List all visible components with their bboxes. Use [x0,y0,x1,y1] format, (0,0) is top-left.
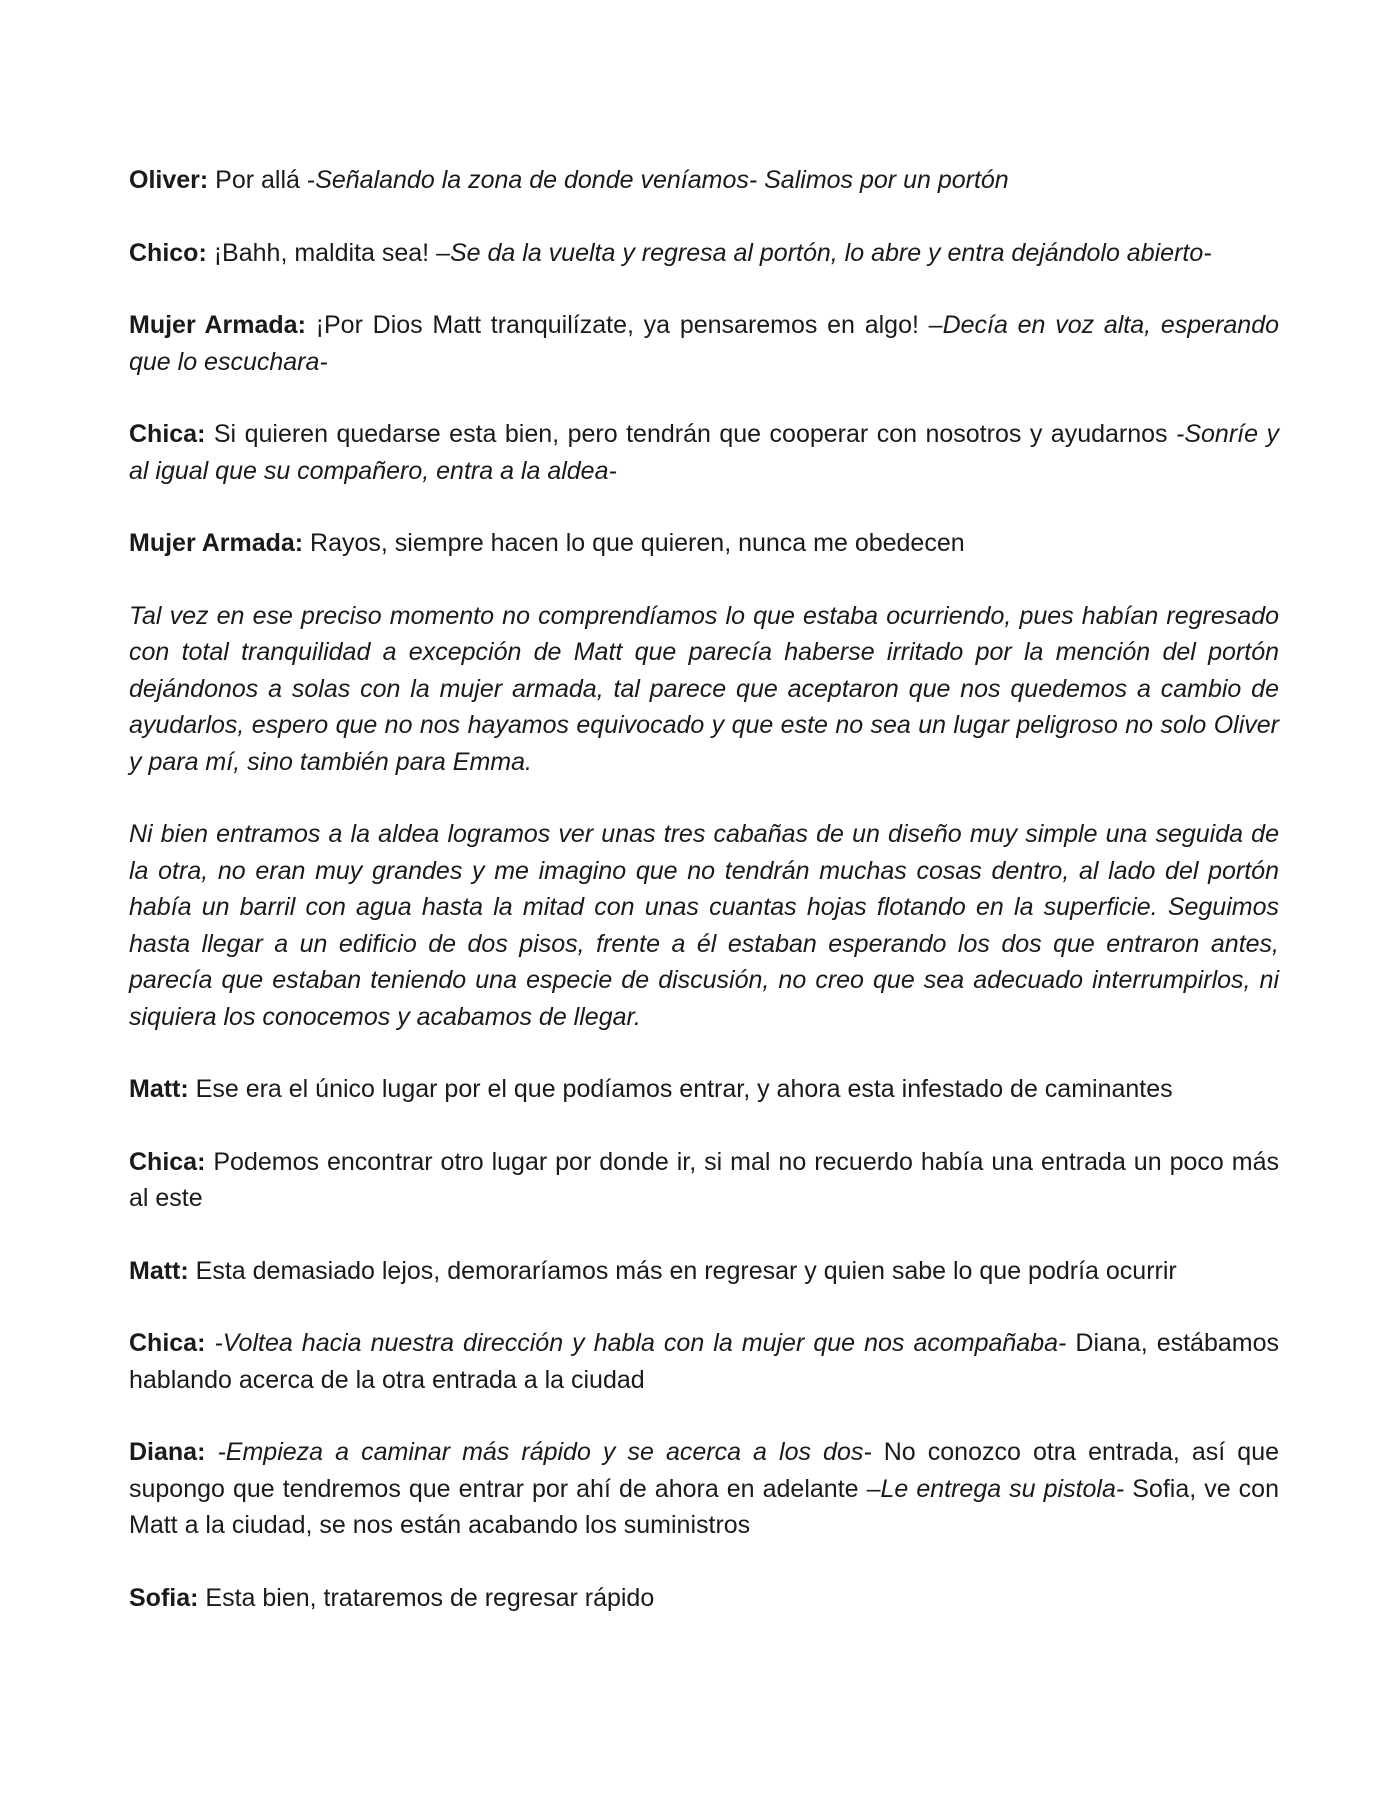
dialogue-paragraph [129,1144,1279,1217]
stage-direction: Señalando la zona de donde veníamos- Salimos por un portón [315,166,1009,194]
dialogue-text: ¡Por Dios Matt tranquilízate, ya pensaremos en algo! [305,311,929,339]
speaker-name: Chica: [129,420,206,448]
speaker-name: Mujer Armada: [129,529,304,557]
dialogue-paragraph [129,235,1279,272]
stage-direction: -Empieza a caminar más rápido y se acerca a los dos- [217,1438,872,1466]
speaker-name: Mujer Armada: [129,311,306,339]
stage-direction: -Sonríe y al igual que su compañero, entra a la aldea- [129,420,1279,485]
dialogue-text: ¡Bahh, maldita sea! [206,238,437,267]
speaker-name: Diana: [129,1438,206,1466]
stage-direction: -Voltea hacia nuestra dirección y habla con la mujer que nos acompañaba- [214,1329,1067,1357]
narration-paragraph [129,816,1279,1035]
speaker-name: Matt: [129,1075,189,1103]
stage-direction: –Le entrega su pistola- [866,1474,1125,1503]
dialogue-text: Podemos encontrar otro lugar por donde ir, si mal no recuerdo había una entrada un poco más al este [129,1147,1279,1212]
speaker-name: Chica: [129,1329,206,1357]
dialogue-paragraph [129,162,1279,199]
speaker-name: Chica: [129,1147,206,1176]
dialogue-text [205,1438,217,1466]
dialogue-paragraph [129,1325,1279,1398]
dialogue-text: Ese era el único lugar por el que podíamos entrar, y ahora esta infestado de caminantes [188,1075,1173,1103]
speaker-name: Sofia: [129,1583,199,1612]
dialogue-paragraph [129,307,1279,380]
narration-text: Tal vez en ese preciso momento no comprendíamos lo que estaba ocurriendo, pues habían regresado con total tranquilidad a excepción de Matt que parecía haberse irritado por la mención del portón dejándonos a solas con la mujer armada, tal parece que aceptaron que nos quedemos a cambio de ayudarlos, espero que no nos hayamos equivocado y que este no sea un lugar peligroso no solo Oliver y para mí, sino también para Emma. [129,601,1279,776]
dialogue-text: Por allá - [208,166,316,194]
dialogue-text: Esta bien, trataremos de regresar rápido [198,1583,655,1612]
dialogue-text: Diana, estábamos hablando acerca de la otra entrada a la ciudad [129,1329,1279,1394]
dialogue-text: Rayos, siempre hacen lo que quieren, nunca me obedecen [303,529,965,557]
dialogue-paragraph [129,1580,1279,1617]
dialogue-text: Esta demasiado lejos, demoraríamos más en regresar y quien sabe lo que podría ocurrir [188,1256,1177,1285]
stage-direction: –Decía en voz alta, esperando que lo escuchara- [129,311,1279,376]
speaker-name: Oliver: [129,166,209,194]
speaker-name: Chico: [129,238,207,267]
dialogue-paragraph [129,1434,1279,1544]
narration-text: Ni bien entramos a la aldea logramos ver unas tres cabañas de un diseño muy simple una seguida de la otra, no eran muy grandes y me imagino que no tendrán muchas cosas dentro, al lado del portón había un barril con agua hasta la mitad con unas cuantas hojas flotando en la superficie. Seguimos hasta llegar a un edificio de dos pisos, frente a él estaban esperando los dos que entraron antes, parecía que estaban teniendo una especie de discusión, no creo que sea adecuado interrumpirlos, ni siquiera los conocemos y acabamos de llegar. [129,820,1279,1031]
speaker-name: Matt: [129,1256,189,1285]
dialogue-paragraph [129,1071,1279,1108]
document-page [129,162,1279,1652]
dialogue-text: Sofia, ve con Matt a la ciudad, se nos están acabando los suministros [129,1474,1279,1539]
dialogue-paragraph [129,416,1279,489]
stage-direction: –Se da la vuelta y regresa al portón, lo abre y entra dejándolo abierto- [436,238,1212,267]
dialogue-paragraph [129,1253,1279,1290]
narration-paragraph [129,598,1279,781]
dialogue-text: No conozco otra entrada, así que supongo que tendremos que entrar por ahí de ahora en adelante [129,1438,1280,1503]
dialogue-paragraph [129,525,1279,562]
dialogue-text: Si quieren quedarse esta bien, pero tendrán que cooperar con nosotros y ayudarnos [205,420,1177,448]
